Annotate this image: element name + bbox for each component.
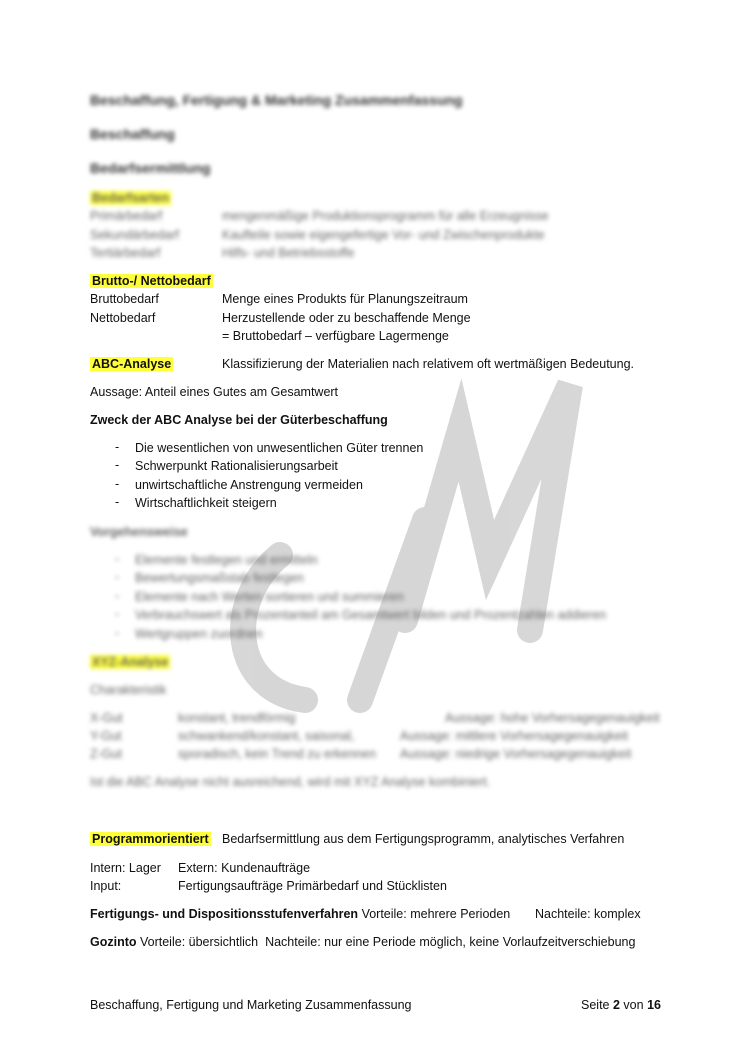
xyz-charakteristik: Charakteristik: [90, 683, 167, 697]
bullet-dash: -: [115, 552, 120, 566]
xyz-row-aussage: Aussage: niedrige Vorhersagegenauigkeit: [400, 747, 632, 761]
abc-heading: ABC-Analyse: [92, 357, 172, 371]
xyz-row-label: Z-Gut: [90, 747, 122, 761]
xyz-row-desc: schwankend/konstant, saisonal,: [178, 729, 355, 743]
section-heading: Beschaffung: [90, 126, 175, 142]
footer-title: Beschaffung, Fertigung und Marketing Zusammenfassung: [90, 998, 412, 1012]
brutto-label: Bruttobedarf: [90, 292, 159, 306]
bullet-dash: -: [115, 458, 120, 472]
input-desc: Fertigungsaufträge Primärbedarf und Stücklisten: [178, 879, 447, 893]
zweck-item: unwirtschaftliche Anstrengung vermeiden: [135, 478, 363, 492]
vorgehen-item: Wertgruppen zuordnen: [135, 627, 263, 641]
abc-zweck-heading: Zweck der ABC Analyse bei der Güterbeschaffung: [90, 413, 388, 427]
bullet-dash: -: [115, 607, 120, 621]
xyz-row-label: Y-Gut: [90, 729, 122, 743]
subsection-heading: Bedarfsermittlung: [90, 160, 211, 176]
vorgehen-heading: Vorgehensweise: [90, 525, 188, 539]
bullet-dash: -: [115, 440, 120, 454]
netto-desc: Herzustellende oder zu beschaffende Menge: [222, 311, 471, 325]
xyz-row-label: X-Gut: [90, 711, 123, 725]
bedarf-row-desc: Hilfs- und Betriebsstoffe: [222, 246, 355, 260]
xyz-row-aussage: Aussage: mittlere Vorhersagegenauigkeit: [400, 729, 628, 743]
xyz-heading: XYZ-Analyse: [92, 655, 169, 669]
bedarf-row-desc: Kaufteile sowie eigengefertige Vor- und Zwischenprodukte: [222, 228, 545, 242]
vorgehen-item: Elemente festlegen und ermitteln: [135, 553, 318, 567]
zweck-item: Wirtschaftlichkeit steigern: [135, 496, 277, 510]
zweck-item: Die wesentlichen von unwesentlichen Güter trennen: [135, 441, 424, 455]
fertigung-line: Fertigungs- und Dispositionsstufenverfahren Vorteile: mehrere Perioden: [90, 907, 511, 921]
abc-desc: Klassifizierung der Materialien nach relativem oft wertmäßigen Bedeutung.: [222, 357, 635, 371]
xyz-note: Ist die ABC Analyse nicht ausreichend, wird mit XYZ Analyse kombiniert.: [90, 775, 491, 789]
bedarfsarten-heading: Bedarfsarten: [92, 191, 170, 205]
xyz-row-aussage: Aussage: hohe Vorhersagegenauigkeit: [445, 711, 660, 725]
bedarf-row-label: Primärbedarf: [90, 209, 163, 223]
zweck-item: Schwerpunkt Rationalisierungsarbeit: [135, 459, 338, 473]
netto-formula: = Bruttobedarf – verfügbare Lagermenge: [222, 329, 449, 343]
programm-heading: Programmorientiert: [92, 832, 209, 846]
vorgehen-item: Elemente nach Werten sortieren und summieren: [135, 590, 404, 604]
gozinto-line: Gozinto Vorteile: übersichtlich Nachteile: nur eine Periode möglich, keine Vorlaufzeitverschiebung: [90, 935, 636, 949]
bullet-dash: -: [115, 495, 120, 509]
xyz-row-desc: sporadisch, kein Trend zu erkennen: [178, 747, 377, 761]
doc-title: Beschaffung, Fertigung & Marketing Zusammenfassung: [90, 92, 463, 108]
page-number: Seite 2 von 16: [581, 998, 661, 1012]
input-label: Input:: [90, 879, 122, 893]
bullet-dash: -: [115, 477, 120, 491]
bedarf-row-desc: mengenmäßige Produktionsprogramm für alle Erzeugnisse: [222, 209, 549, 223]
fertigung-nachteile: Nachteile: komplex: [535, 907, 641, 921]
brutto-netto-heading: Brutto-/ Nettobedarf: [92, 274, 211, 288]
extern-label: Extern: Kundenaufträge: [178, 861, 311, 875]
bullet-dash: -: [115, 570, 120, 584]
vorgehen-item: Verbrauchswert als Prozentanteil am Gesamtwert bilden und Prozentzahlen addieren: [135, 608, 607, 622]
intern-label: Intern: Lager: [90, 861, 161, 875]
programm-desc: Bedarfsermittlung aus dem Fertigungsprogramm, analytisches Verfahren: [222, 832, 625, 846]
bedarf-row-label: Sekundärbedarf: [90, 228, 179, 242]
vorgehen-item: Bewertungsmaßstab festlegen: [135, 571, 304, 585]
xyz-row-desc: konstant, trendförmig: [178, 711, 296, 725]
netto-label: Nettobedarf: [90, 311, 156, 325]
abc-aussage: Aussage: Anteil eines Gutes am Gesamtwert: [90, 385, 339, 399]
bedarf-row-label: Tertiärbedarf: [90, 246, 161, 260]
brutto-desc: Menge eines Produkts für Planungszeitraum: [222, 292, 468, 306]
bullet-dash: -: [115, 626, 120, 640]
bullet-dash: -: [115, 589, 120, 603]
